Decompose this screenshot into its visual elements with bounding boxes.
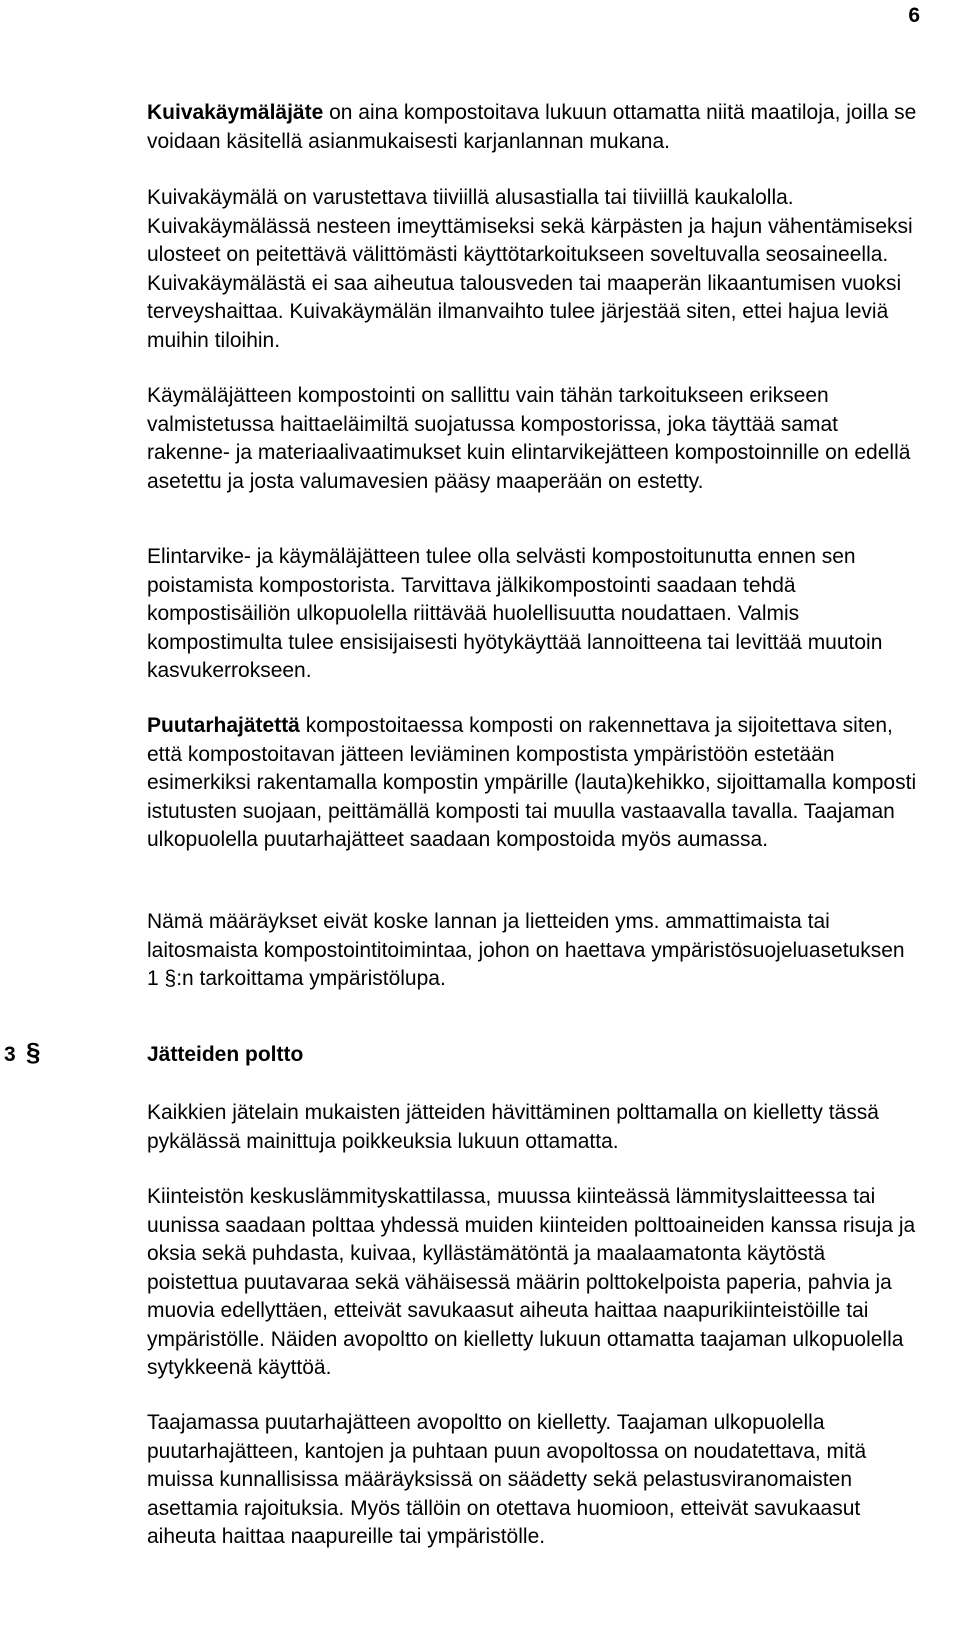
page-number: 6 bbox=[908, 4, 920, 27]
paragraph-text: Kuivakäymälä on varustettava tiiviillä alusastialla tai tiiviillä kaukalolla. Kuivakäymälässä nesteen imeyttämiseksi sekä kärpästen ja hajun vähentämiseksi ulosteet on peitettävä välittömästi käyttötarkoitukseen soveltuvalla seosaineella. Kuivakäymälästä ei saa aiheutua talousveden tai maaperän likaantumisen vuoksi terveyshaittaa. Kuivakäymälän ilmanvaihto tulee järjestää siten, ettei hajua leviä muihin tiloihin. bbox=[147, 186, 913, 352]
paragraph-text: Nämä määräykset eivät koske lannan ja lietteiden yms. ammattimaista tai laitosmaista kompostointitoimintaa, johon on haettava ympäristösuojeluasetuksen 1 §:n tarkoittama ympäristölupa. bbox=[147, 910, 905, 990]
paragraph-text: kompostoitaessa komposti on rakennettava ja sijoitettava siten, että kompostoitavan jätteen leviäminen kompostista ympäristöön estetään esimerkiksi rakentamalla kompostin ympärille (lauta)kehikko, sijoittamalla komposti istutusten suojaan, peittämällä komposti tai muulla vastaavalla tavalla. Taajaman ulkopuolella puutarhajätteet saadaan kompostoida myös aumassa. bbox=[147, 714, 917, 851]
section-number: 3 bbox=[4, 1043, 16, 1066]
paragraph-maaraykset bbox=[147, 908, 917, 994]
paragraph-jatteiden-havittaminen bbox=[147, 1099, 917, 1156]
bold-term: Puutarhajätettä bbox=[147, 714, 300, 737]
paragraph-keskuslammityskattila bbox=[147, 1183, 917, 1383]
paragraph-kuivakaymalajate bbox=[147, 99, 917, 156]
paragraph-text: Käymäläjätteen kompostointi on sallittu vain tähän tarkoitukseen erikseen valmistetussa haittaeläimiltä suojatussa kompostorissa, joka täyttää samat rakenne- ja materiaalivaatimukset kuin elintarvikejätteen kompostoinnille on edellä asetettu ja josta valumavesien pääsy maaperään on estetty. bbox=[147, 384, 911, 493]
paragraph-text: Elintarvike- ja käymäläjätteen tulee olla selvästi kompostoitunutta ennen sen poistamista kompostorista. Tarvittava jälkikompostointi saadaan tehdä kompostisäiliön ulkopuolella riittävää huolellisuutta noudattaen. Valmis kompostimulta tulee ensisijaisesti hyötykäyttää lannoitteena tai levittää muutoin kasvukerrokseen. bbox=[147, 545, 883, 682]
paragraph-text: Kaikkien jätelain mukaisten jätteiden hävittäminen polttamalla on kielletty tässä pykälässä mainittuja poikkeuksia lukuun ottamatta. bbox=[147, 1101, 879, 1153]
paragraph-taajamassa bbox=[147, 1409, 917, 1552]
paragraph-kuivakaymala bbox=[147, 184, 917, 355]
paragraph-puutarhajate bbox=[147, 712, 917, 855]
section-heading bbox=[4, 1037, 303, 1068]
paragraph-text: Kiinteistön keskuslämmityskattilassa, muussa kiinteässä lämmityslaitteessa tai uunissa saadaan polttaa yhdessä muiden kiinteiden polttoaineiden kanssa risuja ja oksia sekä puhdasta, kuivaa, kyllästämätöntä ja maalaamatonta käytöstä poistettua puutavaraa sekä vähäisessä määrin polttokelpoista paperia, pahvia ja muovia edellyttäen, etteivät savukaasut aiheuta haittaa naapurikiinteistöille tai ympäristölle. Näiden avopoltto on kielletty lukuun ottamatta taajaman ulkopuolella sytykkeenä käyttöä. bbox=[147, 1185, 916, 1379]
paragraph-text: on aina kompostoitava lukuun ottamatta niitä maatiloja, joilla se voidaan käsitellä asianmukaisesti karjanlannan mukana. bbox=[147, 101, 917, 153]
paragraph-text: Taajamassa puutarhajätteen avopoltto on kielletty. Taajaman ulkopuolella puutarhajätteen, kantojen ja puhtaan puun avopoltossa on noudatettava, mitä muissa kunnallisissa määräyksissä on säädetty sekä pelastusviranomaisten asettamia rajoituksia. Myös tällöin on otettava huomioon, etteivät savukaasut aiheuta haittaa naapureille tai ympäristölle. bbox=[147, 1411, 867, 1548]
paragraph-elintarvike bbox=[147, 543, 917, 686]
bold-term: Kuivakäymäläjäte bbox=[147, 101, 324, 124]
paragraph-kaymalajatteen-kompostointi bbox=[147, 382, 917, 496]
section-title: Jätteiden poltto bbox=[147, 1043, 304, 1066]
section-symbol: § bbox=[26, 1037, 41, 1067]
